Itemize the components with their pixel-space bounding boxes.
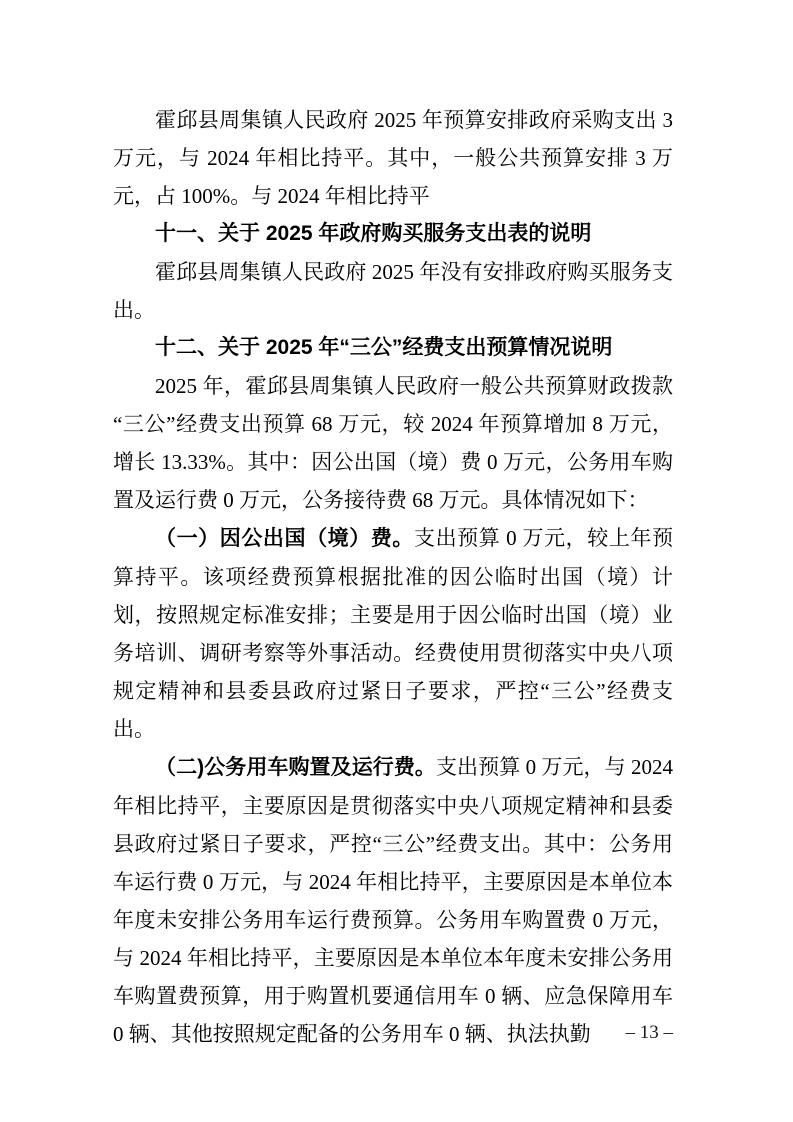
paragraph-purchase-service: 霍邱县周集镇人民政府 2025 年没有安排政府购买服务支出。: [113, 260, 673, 322]
paragraph-abroad-expense: [113, 519, 673, 748]
paragraph-government-procurement: 霍邱县周集镇人民政府 2025 年预算安排政府采购支出 3 万元，与 2024 年相比持平。其中，一般公共预算安排 3 万元，占 100%。与 2024 年相比持平: [113, 108, 673, 208]
heading-section-12: 十二、关于 2025 年“三公”经费支出预算情况说明: [155, 336, 613, 359]
paragraph-vehicle-expense-lead: （二)公务用车购置及运行费。: [155, 756, 436, 779]
heading-section-11: 十一、关于 2025 年政府购买服务支出表的说明: [155, 222, 592, 245]
paragraph-vehicle-expense: [113, 748, 673, 1053]
page-number: – 13 –: [625, 1022, 673, 1043]
paragraph-three-public-overview: 2025 年，霍邱县周集镇人民政府一般公共预算财政拨款“三公”经费支出预算 68 万元，较 2024 年预算增加 8 万元，增长 13.33%。其中：因公出国（境）费 0 万元，公务用车购置及运行费 0 万元，公务接待费 68 万元。具体情况如下：: [113, 374, 673, 512]
paragraph-abroad-expense-body: 支出预算 0 万元，较上年预算持平。该项经费预算根据批准的因公临时出国（境）计划，按照规定标准安排；主要是用于因公临时出国（境）业务培训、调研考察等外事活动。经费使用贯彻落实中央八项规定精神和县委县政府过紧日子要求，严控“三公”经费支出。: [113, 526, 673, 741]
document-content: [113, 101, 673, 1053]
paragraph-vehicle-expense-body: 支出预算 0 万元，与 2024 年相比持平，主要原因是贯彻落实中央八项规定精神和县委县政府过紧日子要求，严控“三公”经费支出。其中：公务用车运行费 0 万元，与 2024 年相比持平，主要原因是本单位本年度未安排公务用车运行费预算。公务用车购置费 0 万元，与 2024 年相比持平，主要原因是本单位本年度未安排公务用车购置费预算，用于购置机要通信用车 0 辆、应急保障用车 0 辆、其他按照规定配备的公务用车 0 辆、执法执勤: [113, 755, 674, 1046]
paragraph-abroad-expense-lead: （一）因公出国（境）费。: [155, 527, 414, 550]
